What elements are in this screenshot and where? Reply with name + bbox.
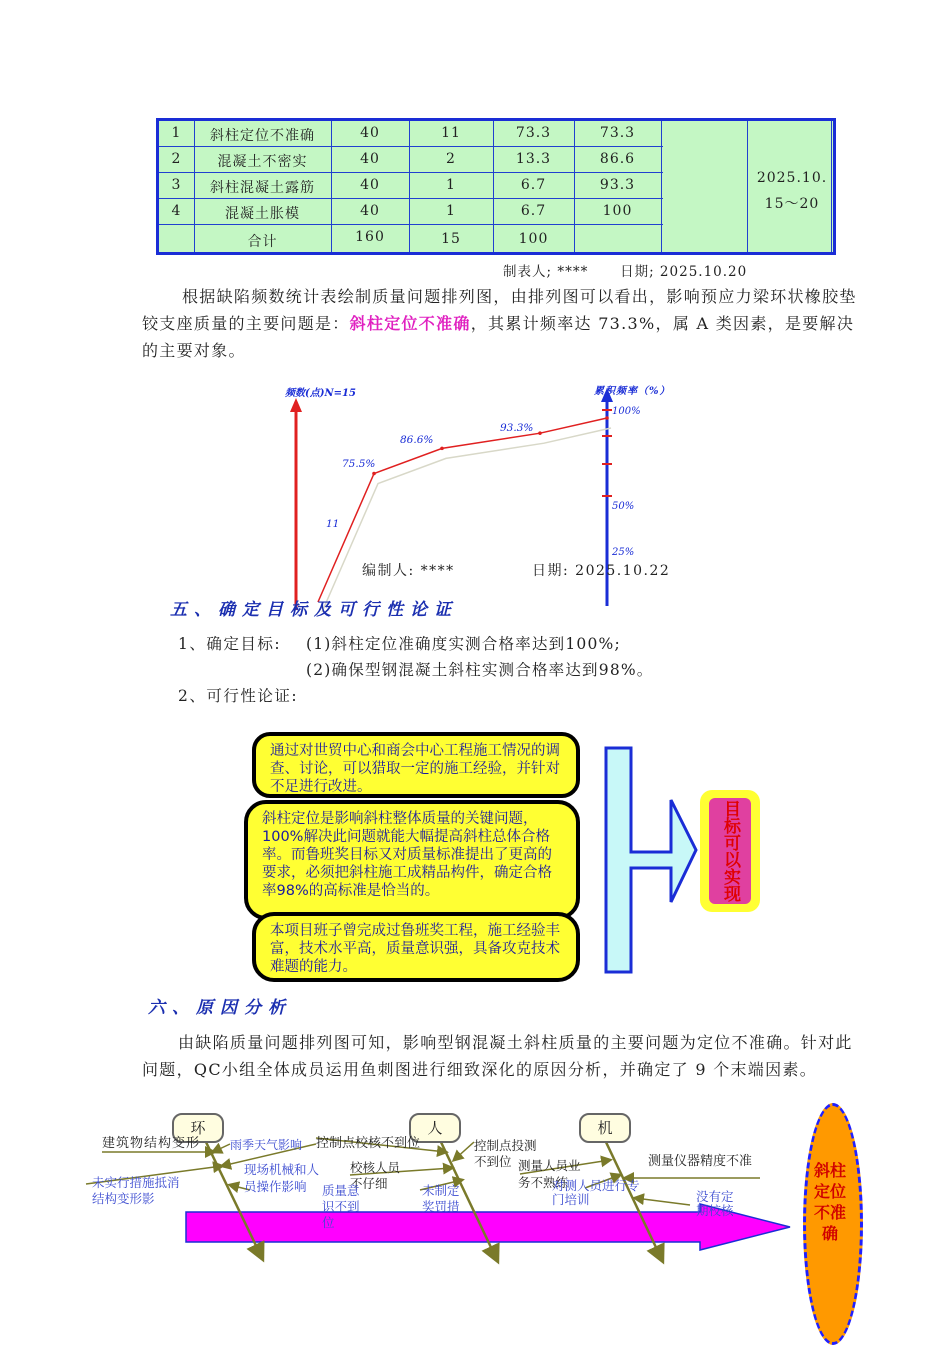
cause-label: 测量人员业务不熟练	[518, 1159, 581, 1190]
point-label: 75.5%	[342, 458, 376, 470]
chart-date: 日期: 2025.10.22	[532, 563, 671, 579]
goal-label: 1、确定目标:	[178, 635, 282, 653]
cause-label: 对测人员进行专门培训	[552, 1179, 640, 1207]
cause-label: 雨季天气影响	[230, 1138, 303, 1152]
point-label: 93.3%	[500, 422, 534, 434]
cause-label: 现场机械和人员操作影响	[244, 1163, 320, 1194]
table-date-range: 2025.10. 15～20	[756, 170, 828, 212]
cause-label: 校核人员不仔细	[350, 1161, 401, 1191]
cause-label: 没有定期校核	[696, 1190, 734, 1218]
cause-analysis-paragraph: 由缺陷质量问题排列图可知，影响型钢混凝土斜柱质量的主要问题为定位不准确。针对此问题，QC小组全体成员运用鱼刺图进行细致深化的原因分析，并确定了 9 个末端因素。	[142, 1033, 853, 1079]
bar-count-label: 11	[326, 518, 340, 530]
pareto-chart	[0, 370, 950, 620]
cause-label: 控制点投测不到位	[474, 1139, 537, 1169]
section6-heading: 六、原因分析	[148, 998, 292, 1018]
cause-label: 测量仪器精度不准	[648, 1153, 753, 1168]
left-axis-label: 频数(点)N=15	[285, 388, 356, 399]
chart-author: 编制人: ****	[362, 563, 455, 579]
cumulative-point	[538, 431, 542, 435]
category-people: 人	[409, 1113, 461, 1143]
pareto-conclusion-paragraph: 根据缺陷频数统计表绘制质量问题排列图，由排列图可以看出，影响预应力梁环状橡胶垫铰支座质量的主要问题是：斜柱定位不准确，其累计频率达 73.3%，属 A 类因素，是要解决的主要对象。	[142, 287, 857, 360]
point-label: 86.6%	[400, 434, 434, 446]
target-text: 目标可以实现	[709, 798, 751, 904]
defect-frequency-table: 1 斜柱定位不准确 40 11 73.3 73.3 2 混凝土不密实 40 2 13.3 86.6 3 斜柱混凝土露筋 40 1 6.7 93.3 4 混凝土胀模 40 1 6.7 100 合计 160 15 100 2025.10. 15～20	[156, 118, 836, 255]
goal-1: (1)斜柱定位准确度实测合格率达到100%;	[306, 635, 621, 653]
cause-label: 未实行措施抵消结构变形影	[92, 1176, 180, 1206]
right-axis-label: 累积频率（%）	[594, 386, 671, 397]
cumulative-point	[440, 447, 444, 451]
feasibility-box-3: 本项目班子曾完成过鲁班奖工程，施工经验丰富，技术水平高，质量意识强，具备攻克技术难题的能力。	[252, 912, 580, 982]
cause-label: 未制定奖罚措	[422, 1184, 460, 1214]
pct-tick-100: 100%	[612, 406, 641, 417]
cause-label: 建筑物结构变形	[102, 1135, 201, 1150]
target-badge	[700, 790, 760, 912]
pct-tick-50: 50%	[612, 501, 635, 512]
section5-heading: 五、确定目标及可行性论证	[170, 600, 458, 620]
cumulative-line-shadow	[322, 428, 611, 612]
goal-2: (2)确保型钢混凝土斜柱实测合格率达到98%。	[306, 661, 654, 679]
cause-label: 控制点校核不到位	[316, 1135, 421, 1150]
table-footer: 制表人; **** 日期; 2025.10.20	[503, 264, 748, 280]
pct-tick-25: 25%	[612, 547, 635, 558]
cause-label: 质量意识不到位	[322, 1184, 360, 1230]
feasibility-box-1: 通过对世贸中心和商会中心工程施工情况的调查、讨论，可以猎取一定的施工经验，并针对不足进行改进。	[252, 732, 580, 798]
category-machine: 机	[579, 1113, 631, 1143]
feasibility-arrow-icon	[596, 740, 706, 980]
cumulative-point	[605, 416, 609, 420]
left-axis-arrow-icon	[290, 398, 302, 412]
feasibility-box-2: 斜柱定位是影响斜柱整体质量的关键问题，100%解决此问题就能大幅提高斜柱总体合格率。而鲁班奖目标又对质量标准提出了更高的要求，必须把斜柱施工成精品构件，确定合格率98%的高标准是恰当的。	[244, 800, 580, 920]
feasibility-label: 2、可行性论证:	[178, 687, 299, 705]
effect-label: 斜柱定位不准确	[813, 1161, 846, 1243]
category-environment: 环	[172, 1113, 224, 1143]
cumulative-point	[372, 472, 376, 476]
